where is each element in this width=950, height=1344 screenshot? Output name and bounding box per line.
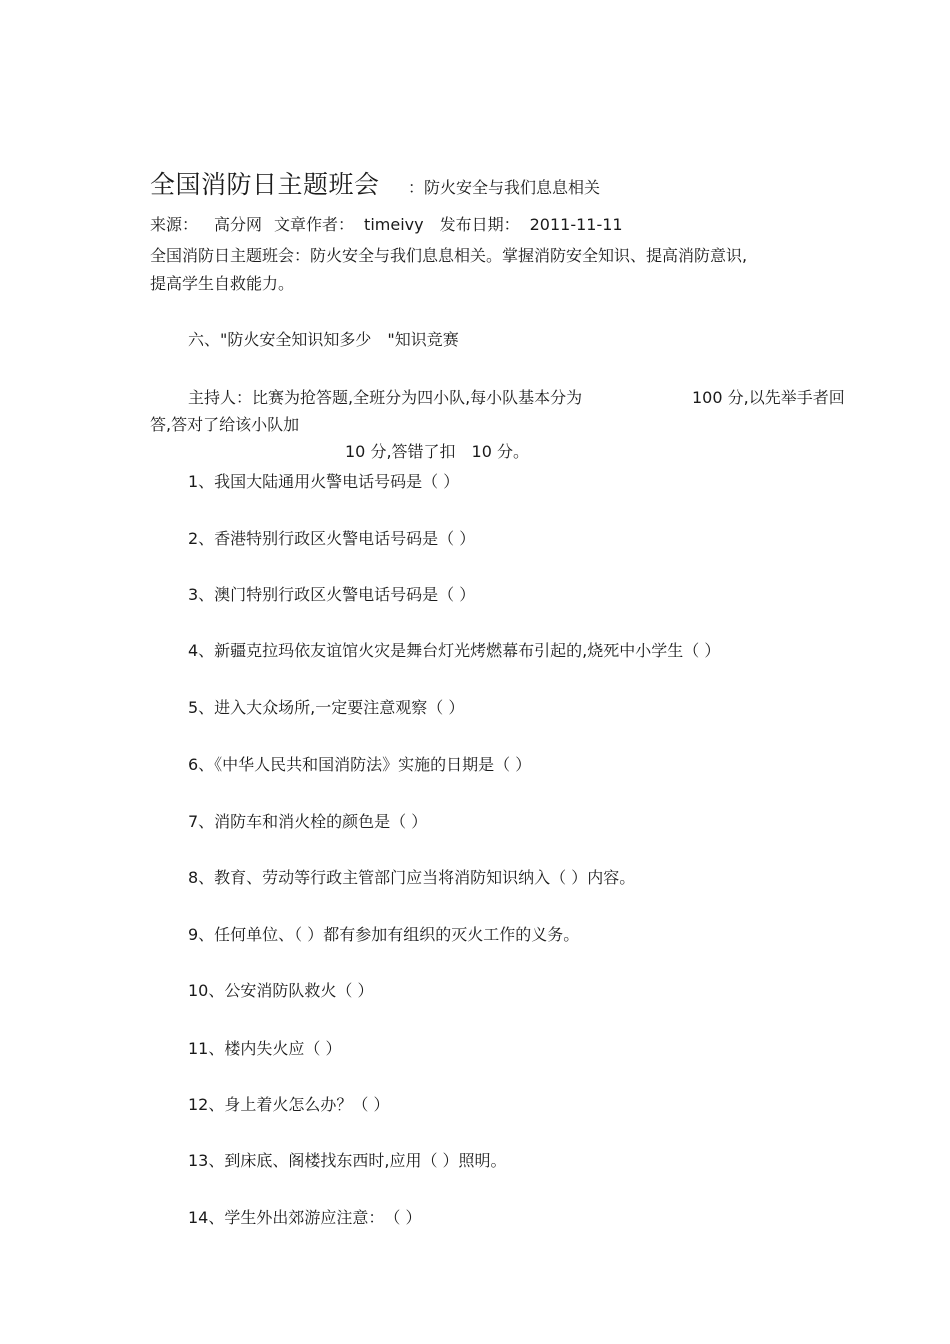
intro-line-1: 全国消防日主题班会：防火安全与我们息息相关。掌握消防安全知识、提高消防意识, xyxy=(150,246,748,265)
question-item: 1、我国大陆通用火警电话号码是（ ） xyxy=(188,472,460,491)
page-title: 全国消防日主题班会 xyxy=(150,170,380,199)
meta-line xyxy=(150,212,623,235)
author-label: 文章作者： xyxy=(274,215,355,234)
page-subtitle: ：防火安全与我们息息相关 xyxy=(408,178,601,197)
question-item: 10、公安消防队救火（ ） xyxy=(188,981,374,1000)
question-item: 11、楼内失火应（ ） xyxy=(188,1039,342,1058)
author-value: timeivy xyxy=(364,215,424,234)
section-heading: 六、"防火安全知识知多少 "知识竞赛 xyxy=(188,330,459,349)
source-value: 高分网 xyxy=(214,215,263,234)
date-value: 2011-11-11 xyxy=(529,215,623,234)
question-item: 12、身上着火怎么办？（ ） xyxy=(188,1095,390,1114)
question-item: 9、任何单位、（ ）都有参加有组织的灭火工作的义务。 xyxy=(188,925,580,944)
host-text-2: 100 分,以先举手者回 xyxy=(692,388,845,407)
source-label: 来源： xyxy=(150,215,199,234)
question-item: 2、香港特别行政区火警电话号码是（ ） xyxy=(188,529,476,548)
intro-line-2: 提高学生自救能力。 xyxy=(150,274,295,293)
question-item: 4、新疆克拉玛依友谊馆火灾是舞台灯光烤燃幕布引起的,烧死中小学生（ ） xyxy=(188,641,721,660)
question-item: 13、到床底、阁楼找东西时,应用（ ）照明。 xyxy=(188,1151,507,1170)
host-text-1: 主持人：比赛为抢答题,全班分为四小队,每小队基本分为 xyxy=(188,388,583,407)
question-item: 7、消防车和消火栓的颜色是（ ） xyxy=(188,812,428,831)
host-text-4: 10 分,答错了扣 10 分。 xyxy=(345,442,529,461)
question-item: 3、澳门特别行政区火警电话号码是（ ） xyxy=(188,585,476,604)
date-label: 发布日期： xyxy=(439,215,520,234)
host-text-3: 答,答对了给该小队加 xyxy=(150,415,300,434)
question-item: 14、学生外出郊游应注意： （ ） xyxy=(188,1208,422,1227)
question-item: 5、进入大众场所,一定要注意观察（ ） xyxy=(188,698,465,717)
question-item: 8、教育、劳动等行政主管部门应当将消防知识纳入（ ）内容。 xyxy=(188,868,636,887)
question-item: 6、《中华人民共和国消防法》实施的日期是（ ） xyxy=(188,755,532,774)
